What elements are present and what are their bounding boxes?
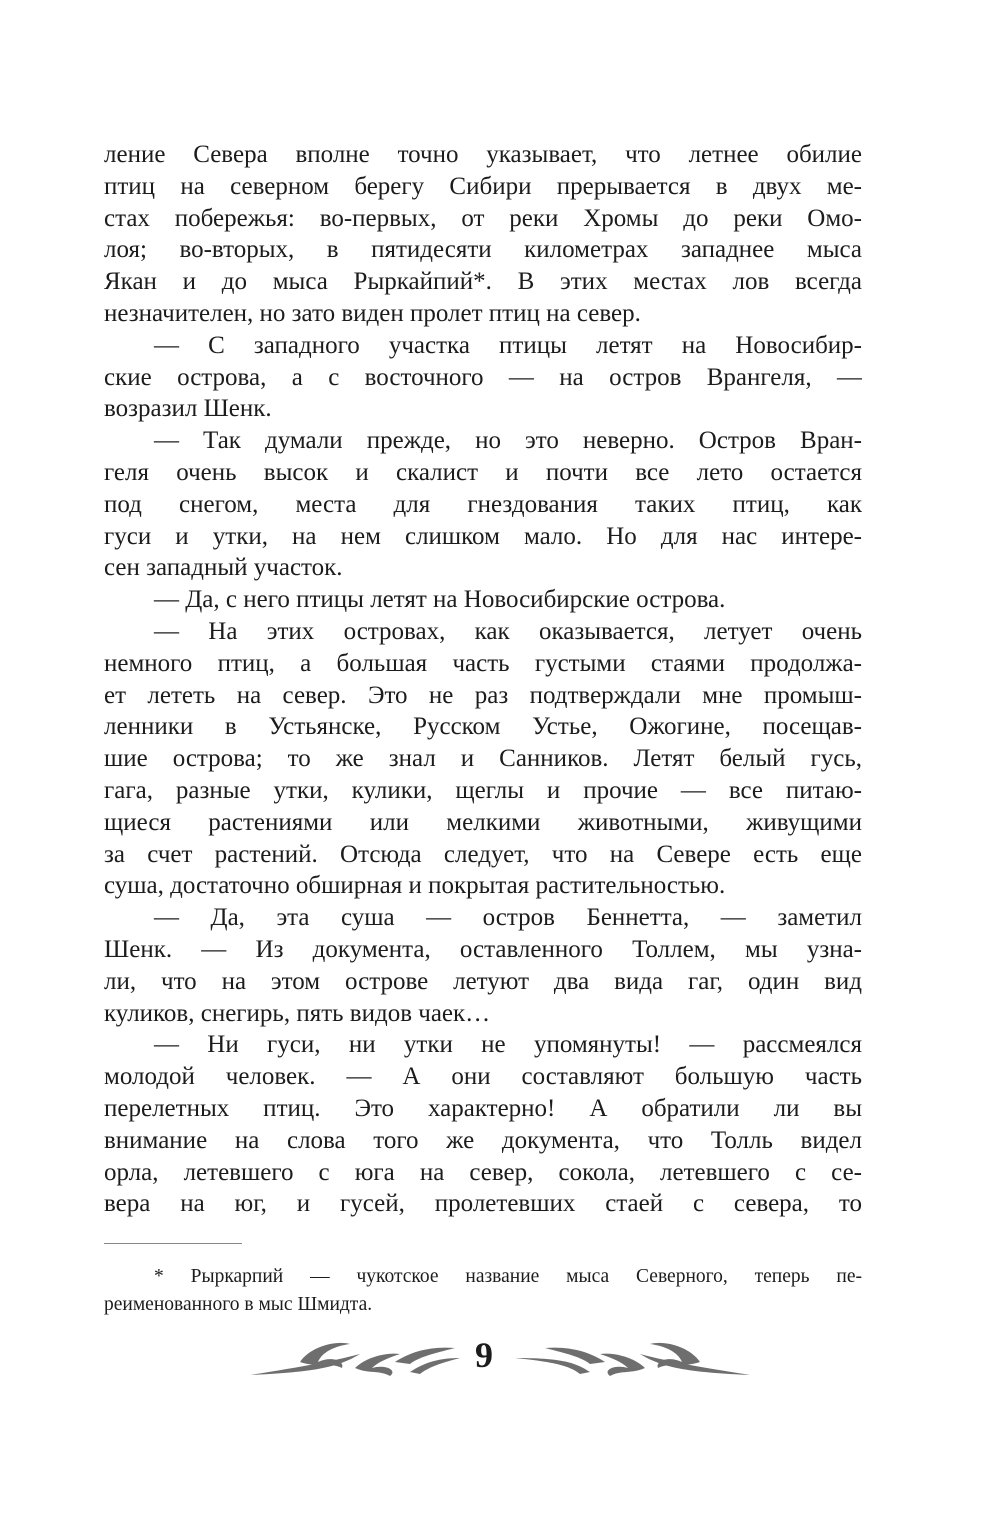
text-line: орла, летевшего с юга на север, сокола, летевшего с се- bbox=[104, 1158, 862, 1186]
footnote-divider bbox=[104, 1243, 242, 1244]
text-line: суша, достаточно обширная и покрытая растительностью. bbox=[104, 872, 726, 900]
text-line: Шенк. — Из документа, оставленного Толлем, мы узна- bbox=[104, 935, 862, 963]
text-line: молодой человек. — А они составляют большую часть bbox=[104, 1063, 862, 1091]
text-line: перелетных птиц. Это характерно! А обратили ли вы bbox=[104, 1094, 862, 1122]
text-line: за счет растений. Отсюда следует, что на Севере есть еще bbox=[104, 840, 862, 868]
body-text bbox=[104, 139, 862, 1220]
text-line: — Так думали прежде, но это неверно. Остров Вран- bbox=[154, 427, 862, 455]
text-line: — На этих островах, как оказывается, летует очень bbox=[154, 617, 862, 645]
text-line: гуси и утки, на нем слишком мало. Но для нас интере- bbox=[104, 522, 862, 550]
text-line: птиц на северном берегу Сибири прерывается в двух ме- bbox=[104, 172, 862, 200]
footnote-line: реименованного в мыс Шмидта. bbox=[104, 1294, 373, 1315]
text-line: вера на юг, и гусей, пролетевших стаей с севера, то bbox=[104, 1190, 862, 1218]
footnote-line: * Рыркарпий — чукотское название мыса Северного, теперь пе- bbox=[154, 1266, 862, 1287]
text-line: под снегом, места для гнездования таких птиц, как bbox=[104, 490, 862, 518]
text-line: шие острова; то же знал и Санников. Летят белый гусь, bbox=[104, 745, 862, 773]
page-number: 9 bbox=[475, 1335, 493, 1375]
text-line: — Да, эта суша — остров Беннетта, — заметил bbox=[154, 904, 862, 932]
text-line: гага, разные утки, кулики, щеглы и прочие — все питаю- bbox=[104, 776, 862, 804]
text-line: ет лететь на север. Это не раз подтверждали мне промыш- bbox=[104, 681, 862, 709]
text-line: куликов, снегирь, пять видов чаек… bbox=[104, 999, 491, 1027]
text-line: незначителен, но зато виден пролет птиц на север. bbox=[104, 299, 641, 327]
text-line: возразил Шенк. bbox=[104, 395, 272, 423]
text-line: ленники в Устьянске, Русском Устье, Ожогине, посещав- bbox=[104, 713, 862, 741]
text-line: ление Севера вполне точно указывает, что летнее обилие bbox=[104, 141, 862, 168]
right-flourish-icon bbox=[515, 1343, 750, 1376]
text-line: — Ни гуси, ни утки не упомянуты! — рассмеялся bbox=[154, 1031, 862, 1059]
footnote bbox=[104, 1263, 862, 1319]
text-line: ли, что на этом острове летуют два вида гаг, один вид bbox=[104, 967, 862, 995]
left-flourish-icon bbox=[250, 1343, 460, 1376]
text-line: геля очень высок и скалист и почти все лето остается bbox=[104, 458, 862, 486]
text-line: — С западного участка птицы летят на Новосибир- bbox=[154, 331, 862, 359]
text-line: стах побережья: во-первых, от реки Хромы до реки Омо- bbox=[104, 204, 862, 232]
text-line: немного птиц, а большая часть густыми стаями продолжа- bbox=[104, 649, 862, 677]
text-line: щиеся растениями или мелкими животными, живущими bbox=[104, 808, 862, 836]
text-line: внимание на слова того же документа, что Толль видел bbox=[104, 1126, 862, 1154]
text-line: — Да, с него птицы летят на Новосибирские острова. bbox=[154, 586, 726, 614]
text-line: ские острова, а с восточного — на остров Врангеля, — bbox=[104, 363, 862, 391]
text-line: Якан и до мыса Рыркайпий*. В этих местах лов всегда bbox=[104, 268, 862, 296]
text-line: сен западный участок. bbox=[104, 554, 343, 582]
text-line: лоя; во-вторых, в пятидесяти километрах западнее мыса bbox=[104, 236, 862, 264]
